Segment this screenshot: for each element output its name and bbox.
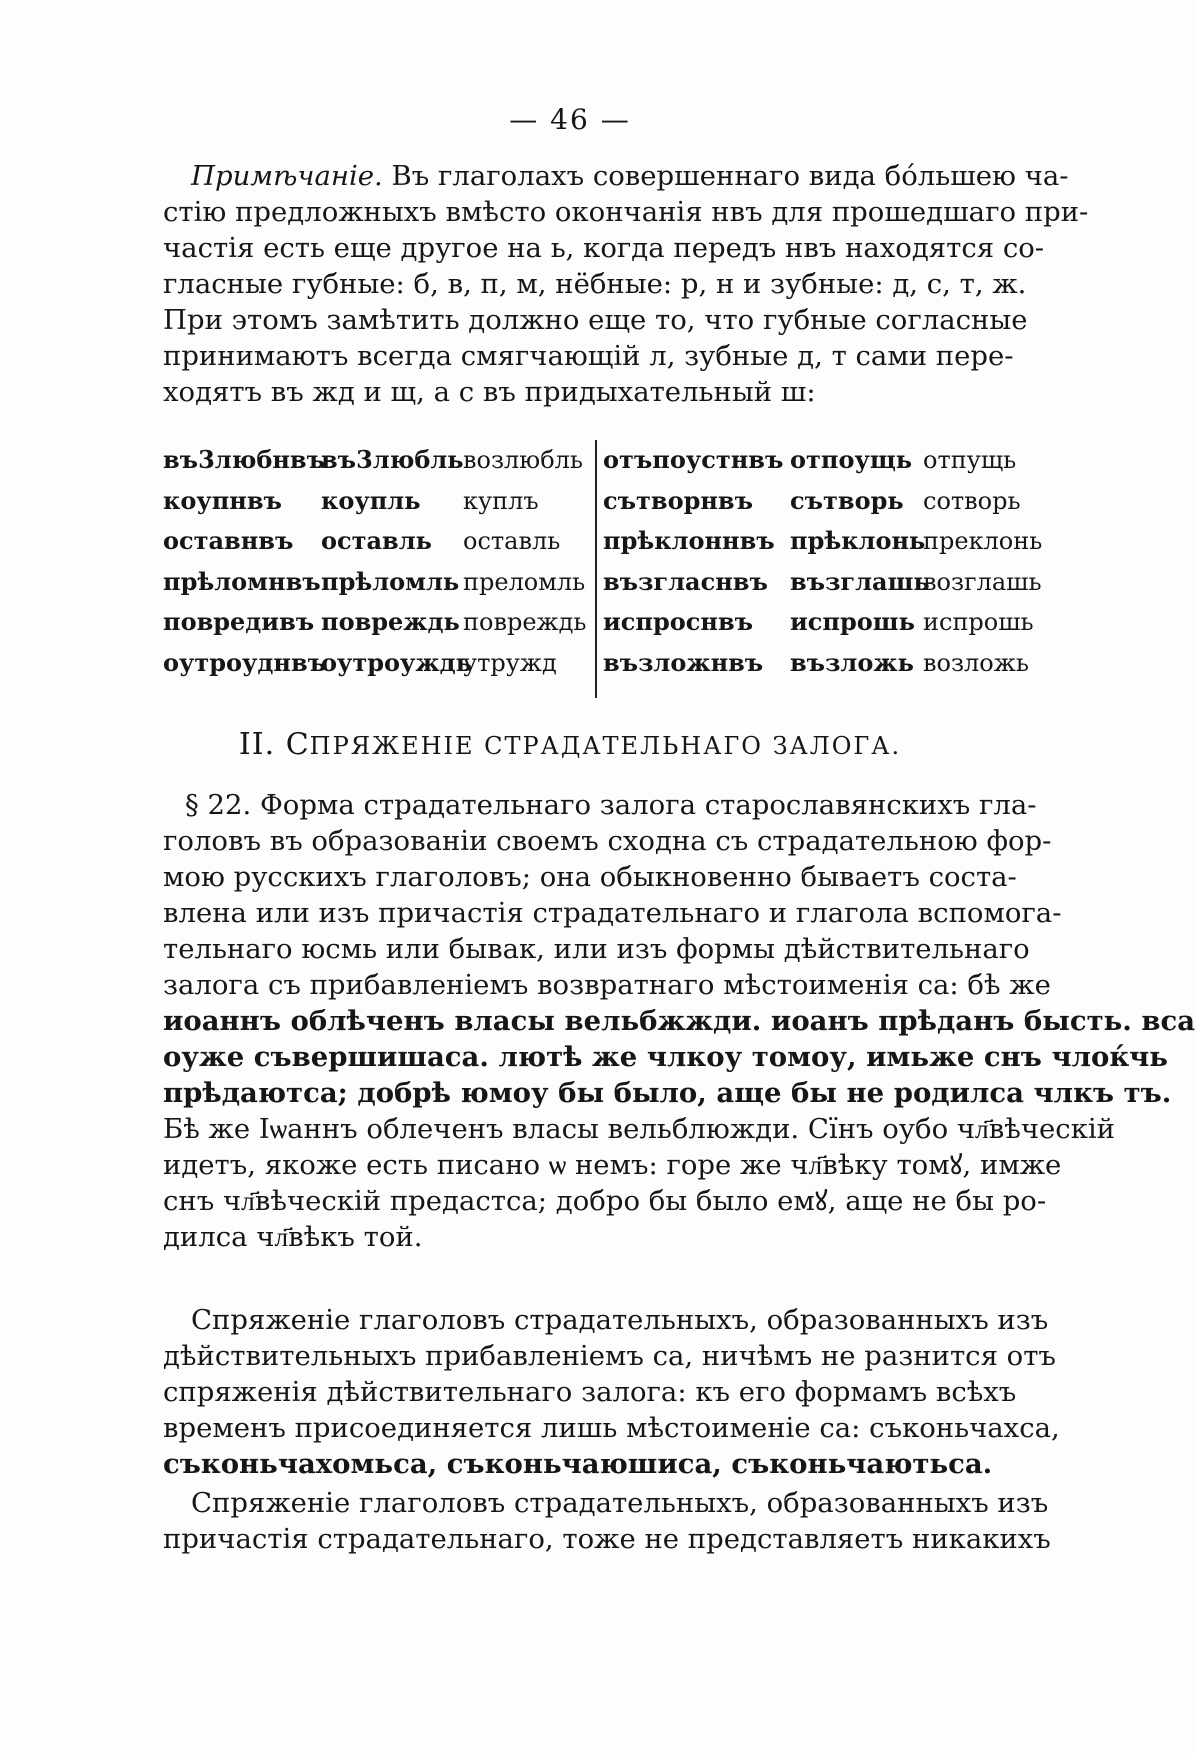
text-line: мою русскихъ глаголовъ; она обыкновенно бываетъ соста- bbox=[163, 861, 1017, 893]
church-slavonic-line: оуже съвершишаса. лютѣ же члкоу томоу, имьже снъ члоќчь bbox=[163, 1041, 1168, 1073]
table-cell: оутроуднвъ bbox=[163, 647, 327, 677]
text-line: Спряженіе глаголовъ страдательныхъ, образованныхъ изъ bbox=[191, 1487, 1049, 1519]
table-cell: отъпоустнвъ bbox=[603, 445, 784, 474]
note-line: ходятъ въ жд и щ, а с въ придыхательный ш: bbox=[163, 376, 816, 408]
table-cell: коупль bbox=[321, 485, 421, 515]
note-line: частія есть еще другое на ь, когда передъ нвъ находятся со- bbox=[163, 232, 1045, 264]
table-cell: прѣломль bbox=[321, 566, 460, 596]
table-cell: прѣклонь bbox=[790, 526, 926, 555]
text-line: головъ въ образованіи своемъ сходна съ страдательною фор- bbox=[163, 825, 1052, 857]
section-title-rest: ПРЯЖЕНІЕ СТРАДАТЕЛЬНАГО ЗАЛОГА. bbox=[309, 732, 902, 760]
table-cell: испрошь bbox=[790, 607, 915, 636]
church-slavonic-line: прѣдаютса; добрѣ юмоу бы было, аще бы не родилса члкъ тъ. bbox=[163, 1077, 1172, 1109]
table-cell: възложь bbox=[790, 647, 914, 677]
text-line: тельнаго юсмь или бывак, или изъ формы дѣйствительнаго bbox=[163, 933, 1030, 965]
table-column-2 bbox=[321, 440, 472, 683]
text-line: причастія страдательнаго, тоже не представляетъ никакихъ bbox=[163, 1523, 1051, 1555]
note-line: стію предложныхъ вмѣсто окончанія нвъ для прошедшаго при- bbox=[163, 196, 1089, 228]
note-line: гласные губные: б, в, п, м, нёбные: р, н и зубные: д, с, т, ж. bbox=[163, 268, 1027, 300]
table-cell: въ3любнвъ bbox=[163, 445, 325, 474]
table-cell: оутроуждь bbox=[321, 647, 472, 677]
table-cell: повреждь bbox=[463, 608, 587, 636]
table-cell: отпущь bbox=[923, 446, 1017, 474]
table-column-4 bbox=[603, 440, 783, 683]
table-cell: сътворнвъ bbox=[603, 485, 754, 515]
table-column-6 bbox=[923, 440, 1042, 683]
table-cell: сотворь bbox=[923, 486, 1021, 515]
section-title-initial: С bbox=[285, 727, 310, 762]
table-cell: прѣклоннвъ bbox=[603, 526, 775, 555]
table-cell: испрошь bbox=[923, 608, 1034, 636]
table-column-3 bbox=[463, 440, 586, 683]
table-cell: прѣломнвъ bbox=[163, 566, 321, 596]
table-cell: оставнвъ bbox=[163, 526, 294, 555]
text-line: § 22. Форма страдательнаго залога старославянскихъ гла- bbox=[185, 789, 1037, 821]
church-slavonic-line: иоаннъ облѣченъ власы вельбжжди. иоанъ прѣданъ бысть. вса bbox=[163, 1005, 1195, 1037]
note-line: Примѣчаніе. Въ глаголахъ совершеннаго вида бóльшею ча- bbox=[191, 160, 1069, 192]
final-paragraph bbox=[163, 1485, 1051, 1557]
table-divider bbox=[595, 440, 597, 698]
verb-forms-table bbox=[163, 440, 1043, 698]
table-cell: отпоущь bbox=[790, 445, 913, 474]
table-cell: оставль bbox=[321, 526, 432, 555]
table-cell: сътворь bbox=[790, 485, 904, 515]
table-cell: куплъ bbox=[463, 486, 539, 515]
church-slavonic-line: Бѣ же Іѡаннъ облеченъ власы вельблюжди. Сїнъ оубо чл҃вѣческій bbox=[163, 1113, 1116, 1145]
text-line: залога съ прибавленіемъ возвратнаго мѣстоименія са: бѣ же bbox=[163, 969, 1051, 1001]
table-cell: възложнвъ bbox=[603, 647, 764, 677]
paragraph-22 bbox=[163, 787, 1195, 1255]
text-line: съконьчахомьса, съконьчаюшиса, съконьчаютьса. bbox=[163, 1448, 993, 1480]
table-cell: коупнвъ bbox=[163, 485, 282, 515]
church-slavonic-line: идетъ, якоже есть писано ѡ немъ: горе же чл҃вѣку томꙋ, имже bbox=[163, 1149, 1062, 1181]
conjugation-paragraph bbox=[163, 1302, 1060, 1482]
table-cell: возложь bbox=[923, 648, 1029, 677]
table-cell: възгласнвъ bbox=[603, 566, 768, 596]
table-cell: повреждь bbox=[321, 607, 460, 636]
text-line: временъ присоединяется лишь мѣстоименіе са: съконьчахса, bbox=[163, 1412, 1060, 1444]
table-cell: възглашь bbox=[790, 566, 930, 596]
church-slavonic-line: дилса чл҃вѣкъ той. bbox=[163, 1221, 423, 1253]
table-cell: возлюбль bbox=[463, 446, 583, 474]
text-line: влена или изъ причастія страдательнаго и глагола вспомога- bbox=[163, 897, 1062, 929]
table-column-5 bbox=[790, 440, 930, 683]
section-numeral: II. bbox=[238, 727, 276, 762]
table-cell: утружд bbox=[463, 648, 557, 677]
text-line: спряженія дѣйствительнаго залога: къ его формамъ всѣхъ bbox=[163, 1376, 1017, 1408]
table-cell: испроснвъ bbox=[603, 607, 754, 636]
section-heading bbox=[0, 727, 1140, 762]
table-cell: возглашь bbox=[923, 567, 1042, 596]
note-line: При этомъ замѣтить должно еще то, что губные согласные bbox=[163, 304, 1028, 336]
table-column-1 bbox=[163, 440, 326, 683]
text-line: дѣйствительныхъ прибавленіемъ са, ничѣмъ не разнится отъ bbox=[163, 1340, 1056, 1372]
note-paragraph bbox=[163, 158, 1089, 410]
note-label: Примѣчаніе. bbox=[191, 160, 383, 192]
table-cell: оставль bbox=[463, 527, 561, 555]
text-line: Спряженіе глаголовъ страдательныхъ, образованныхъ изъ bbox=[191, 1304, 1049, 1336]
note-line: принимаютъ всегда смягчающій л, зубные д, т сами пере- bbox=[163, 340, 1014, 372]
table-cell: преклонь bbox=[923, 527, 1043, 555]
table-cell: преломль bbox=[463, 567, 586, 596]
table-cell: въ3любль bbox=[321, 445, 464, 474]
table-cell: повредивъ bbox=[163, 607, 315, 636]
page-number: — 46 — bbox=[509, 103, 631, 136]
church-slavonic-line: снъ чл҃вѣческій предастса; добро бы было емꙋ, аще не бы ро- bbox=[163, 1185, 1047, 1217]
